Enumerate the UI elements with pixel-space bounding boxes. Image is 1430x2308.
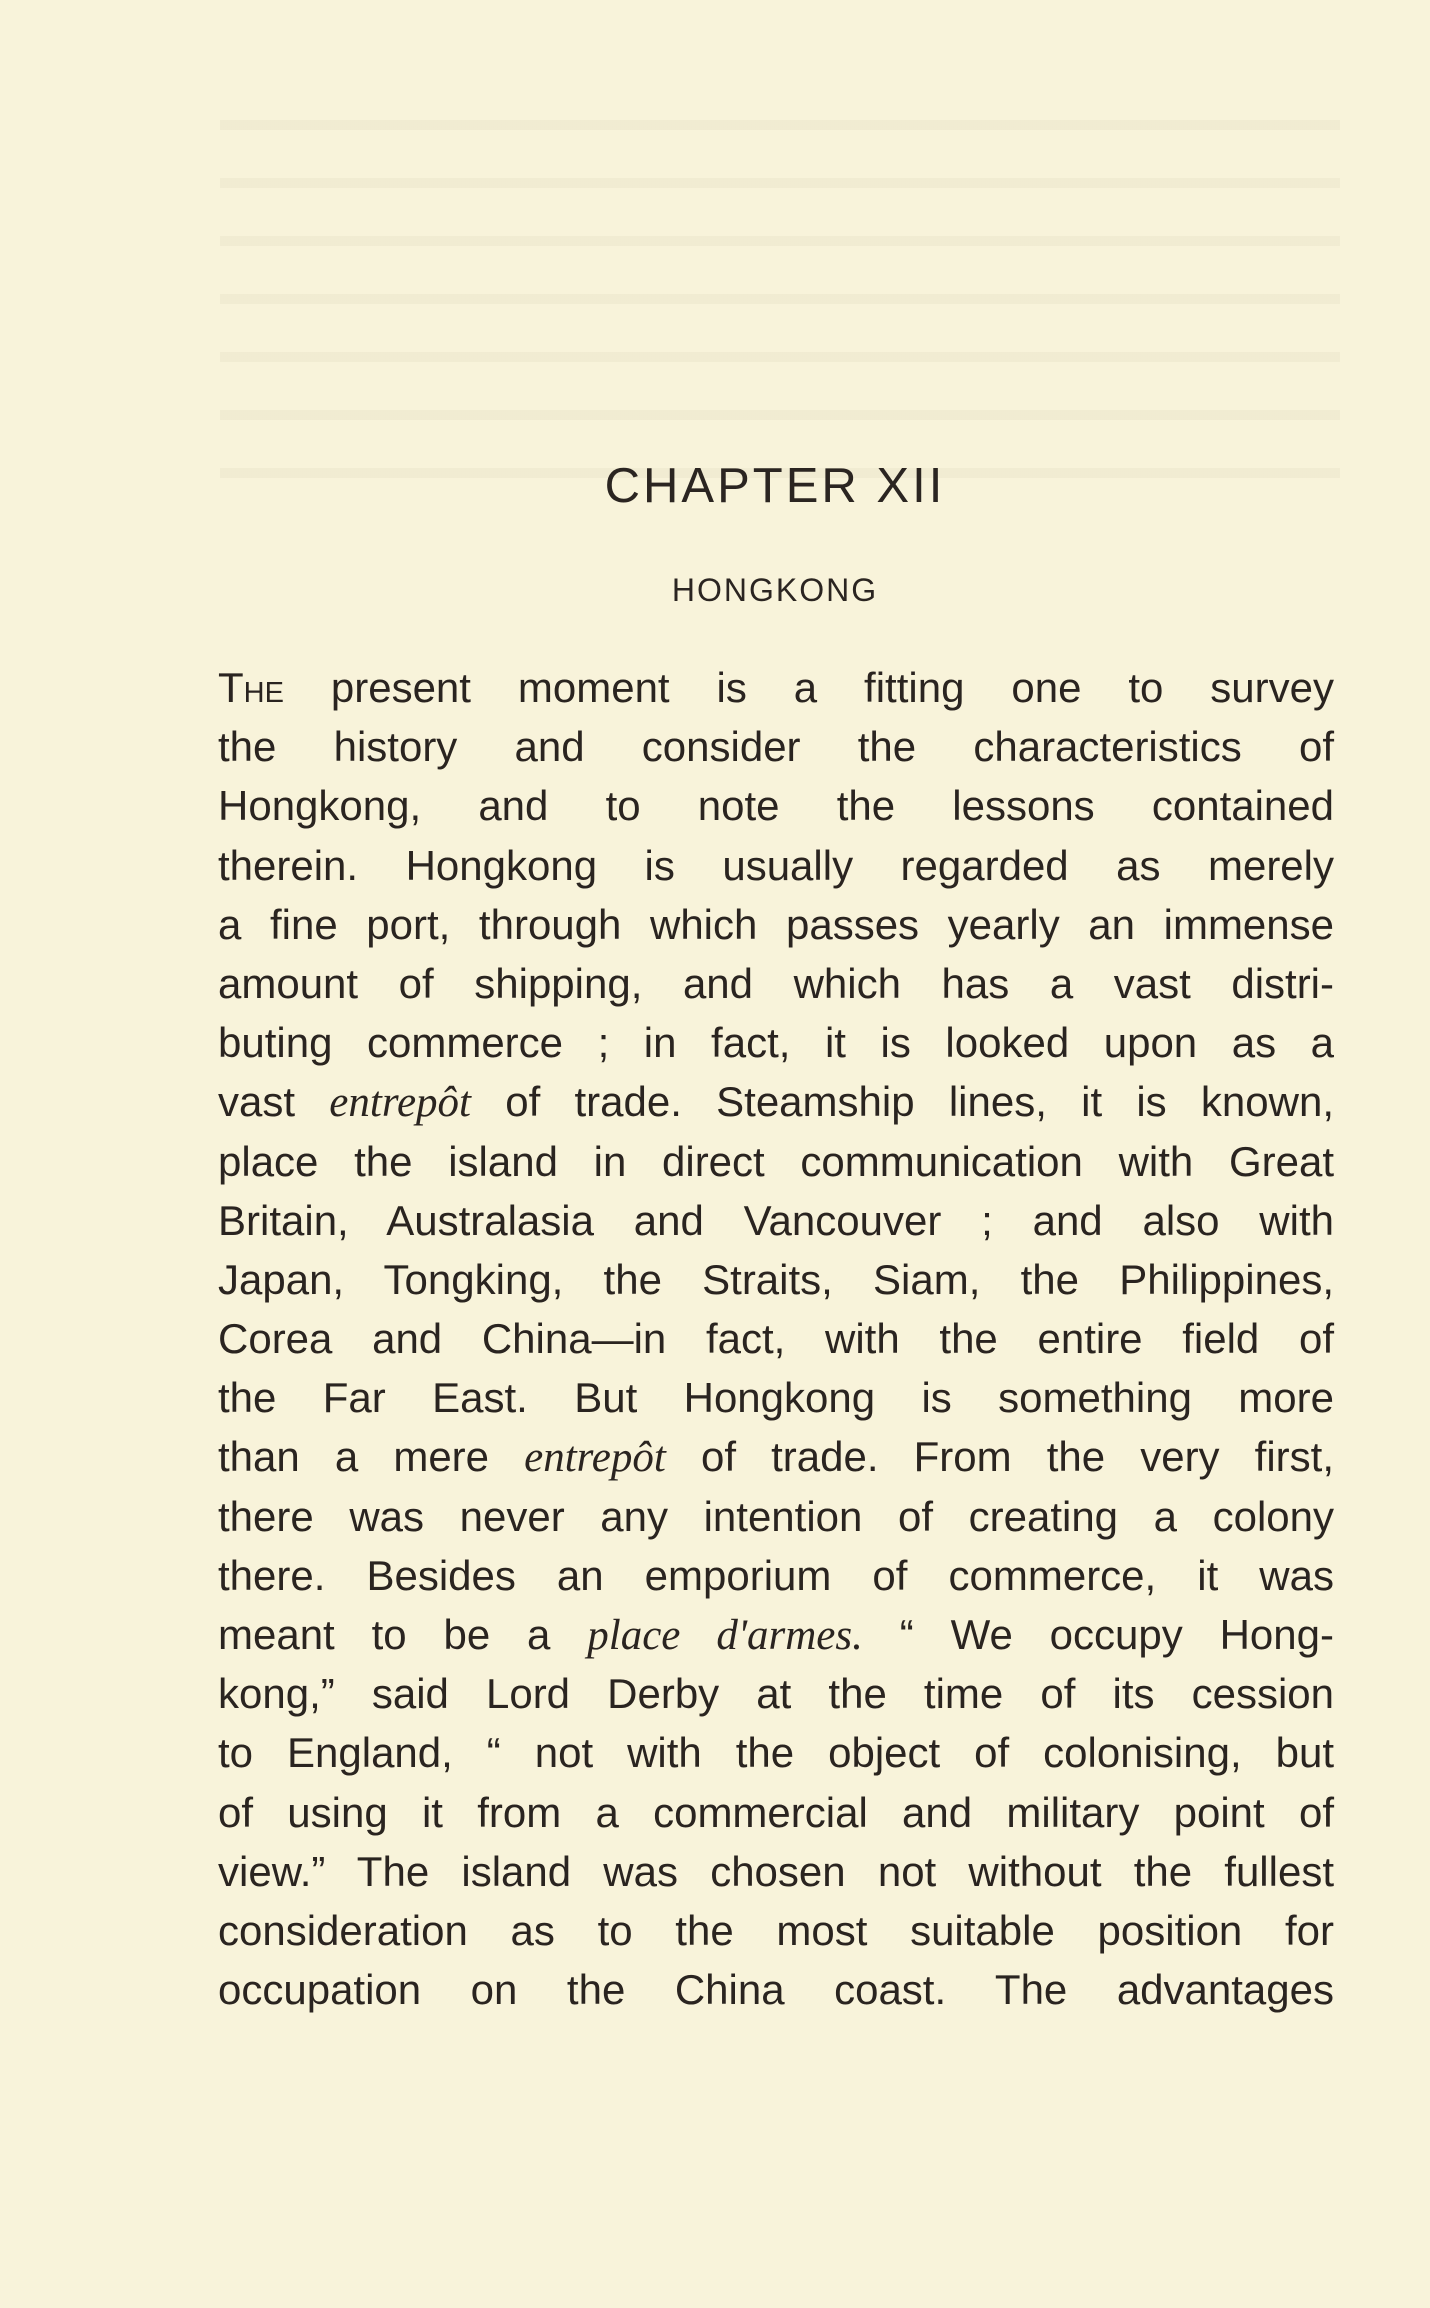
chapter-title: HONGKONG bbox=[671, 572, 879, 608]
text-line-22: consideration as to the most suitable position for bbox=[218, 1906, 1334, 1954]
text-line-7: buting commerce ; in fact, it is looked upon as a bbox=[218, 1019, 1334, 1067]
chapter-number: CHAPTER XII bbox=[604, 459, 946, 513]
text-line-17: meant to be a place d'armes. “ We occupy Hong- bbox=[218, 1611, 1334, 1659]
show-through-bleed bbox=[220, 120, 1340, 500]
text-line-21: view.” The island was chosen not without the fullest bbox=[218, 1847, 1334, 1895]
text-line-15: there was never any intention of creating a colony bbox=[218, 1492, 1334, 1540]
text-line-19: to England, “ not with the object of colonising, but bbox=[218, 1729, 1334, 1777]
body-paragraph bbox=[218, 658, 1334, 2019]
text-line-2: the history and consider the characteristics of bbox=[218, 723, 1334, 771]
text-line-1: The present moment is a fitting one to survey bbox=[218, 664, 1334, 711]
italic-term: entrepôt bbox=[329, 1079, 471, 1127]
text-line-6: amount of shipping, and which has a vast distri- bbox=[218, 959, 1334, 1007]
text-line-13: the Far East. But Hongkong is something more bbox=[218, 1374, 1334, 1422]
italic-term: entrepôt bbox=[524, 1434, 666, 1482]
text-line-5: a fine port, through which passes yearly an immense bbox=[218, 900, 1334, 948]
text-line-11: Japan, Tongking, the Straits, Siam, the Philippines, bbox=[218, 1255, 1334, 1303]
drop-word: The bbox=[218, 664, 284, 711]
text-line-3: Hongkong, and to note the lessons contained bbox=[218, 782, 1334, 830]
text-line-16: there. Besides an emporium of commerce, it was bbox=[218, 1551, 1334, 1599]
text-line-18: kong,” said Lord Derby at the time of its cession bbox=[218, 1670, 1334, 1718]
text-line-12: Corea and China—in fact, with the entire field of bbox=[218, 1315, 1334, 1363]
text-line-9: place the island in direct communication with Great bbox=[218, 1137, 1334, 1185]
text-line-20: of using it from a commercial and military point of bbox=[218, 1788, 1334, 1836]
text-line-8: vast entrepôt of trade. Steamship lines, it is known, bbox=[218, 1078, 1335, 1127]
text-line-14: than a mere entrepôt of trade. From the very first, bbox=[218, 1433, 1334, 1482]
italic-term: place d'armes. bbox=[587, 1612, 863, 1659]
text-line-4: therein. Hongkong is usually regarded as merely bbox=[218, 841, 1334, 889]
text-line-10: Britain, Australasia and Vancouver ; and also with bbox=[218, 1196, 1334, 1244]
text-line-23: occupation on the China coast. The advantages bbox=[218, 1966, 1334, 2014]
